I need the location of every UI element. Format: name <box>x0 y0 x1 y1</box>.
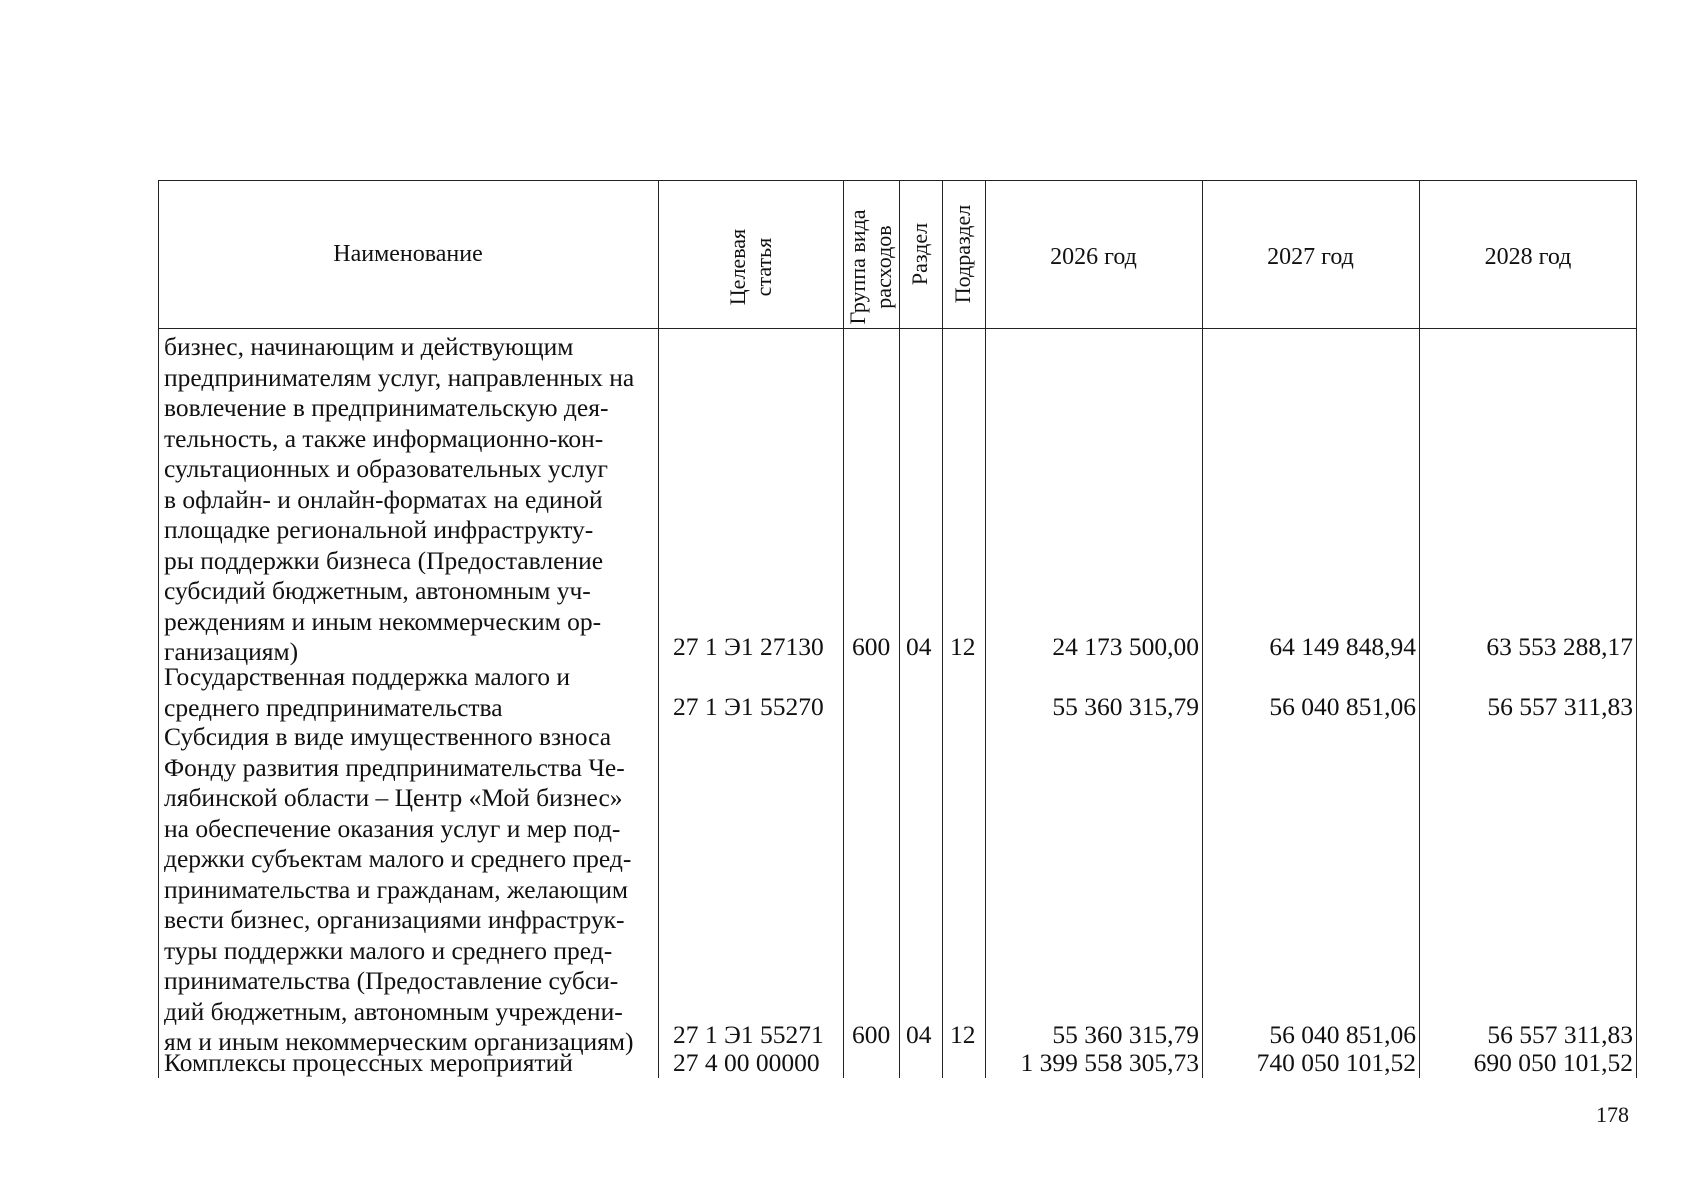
header-divider <box>158 328 1637 329</box>
row-2028: 56 557 311,83 <box>1487 692 1633 721</box>
page-number: 178 <box>1596 1102 1629 1127</box>
row-section: 04 <box>906 632 932 661</box>
col-divider <box>1202 180 1203 1078</box>
row-2028: 56 557 311,83 <box>1487 1020 1633 1049</box>
row-target: 27 4 00 00000 <box>673 1048 820 1077</box>
row-group: 600 <box>852 632 891 661</box>
col-divider <box>1419 180 1420 1078</box>
row-2027: 740 050 101,52 <box>1256 1048 1416 1077</box>
row-target: 27 1 Э1 55271 <box>673 1020 824 1049</box>
row-2027: 56 040 851,06 <box>1269 1020 1416 1049</box>
header-group: Группа вида расходов <box>845 209 896 325</box>
row-2028: 63 553 288,17 <box>1486 632 1633 661</box>
col-divider <box>843 180 844 1078</box>
row-name: Государственная поддержка малого и среднего предпринимательства <box>164 662 571 722</box>
row-2026: 55 360 315,79 <box>1052 692 1199 721</box>
header-section: Раздел <box>907 222 932 286</box>
row-section: 04 <box>906 1020 932 1049</box>
col-divider <box>942 180 943 1078</box>
header-name: Наименование <box>333 241 483 267</box>
row-group: 600 <box>852 1020 891 1049</box>
header-2028: 2028 год <box>1484 244 1572 270</box>
row-name: Комплексы процессных мероприятий <box>164 1048 573 1077</box>
header-2027: 2027 год <box>1267 244 1354 270</box>
row-2026: 55 360 315,79 <box>1052 1020 1199 1049</box>
col-divider <box>899 180 900 1078</box>
col-divider <box>658 180 659 1078</box>
row-2027: 64 149 848,94 <box>1269 632 1416 661</box>
header-2026: 2026 год <box>1050 244 1137 270</box>
row-2028: 690 050 101,52 <box>1473 1048 1633 1077</box>
header-subsection: Подраздел <box>950 204 975 304</box>
row-2026: 24 173 500,00 <box>1052 632 1199 661</box>
header-target: Целевая статья <box>725 228 776 306</box>
row-subsection: 12 <box>950 1020 976 1049</box>
row-2026: 1 399 558 305,73 <box>1020 1048 1199 1077</box>
row-target: 27 1 Э1 27130 <box>673 632 824 661</box>
row-subsection: 12 <box>950 632 976 661</box>
row-target: 27 1 Э1 55270 <box>673 692 824 721</box>
row-2027: 56 040 851,06 <box>1269 692 1416 721</box>
col-divider <box>985 180 986 1078</box>
row-name: Субсидия в виде имущественного взноса Фонду развития предпринимательства Че- лябинской области – Центр «Мой бизнес» на обеспечение оказания услуг и мер под- держки субъектам малого и среднего пред- принимательства и гражданам, желающим вести бизнес, организациями инфраструк- туры поддержки малого и среднего пред- принимательства (Предоставление субси- дий бюджетным, автономным учреждени- ям и иным некоммерческим организациям) <box>164 722 634 1056</box>
row-name: бизнес, начинающим и действующим предпринимателям услуг, направленных на вовлечение в предпринимательскую дея- тельность, а также информационно-кон- сультационных и образовательных услуг в офлайн- и онлайн-форматах на единой площадке региональной инфраструкту- ры поддержки бизнеса (Предоставление субсидий бюджетным, автономным уч- реждениям и иным некоммерческим ор- ганизациям) <box>164 332 635 666</box>
